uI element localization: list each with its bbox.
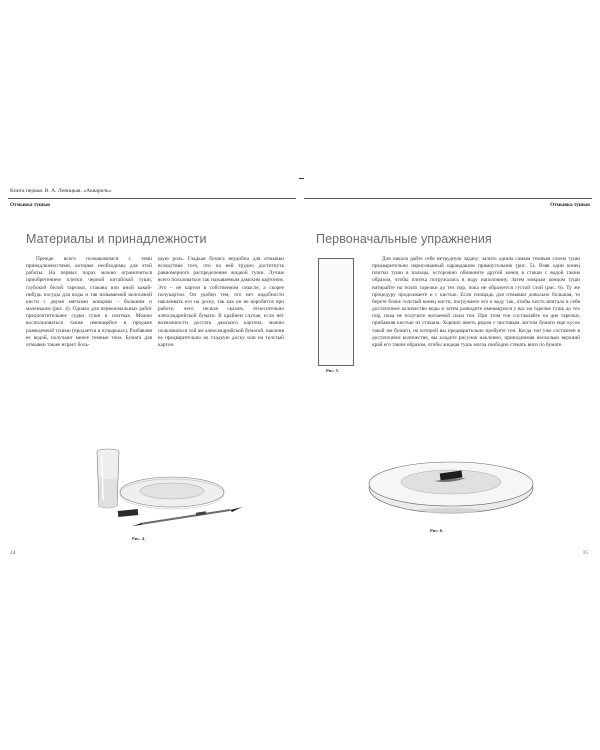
plate-illustration [120,477,224,509]
page-number: 14 [10,550,16,556]
left-page [8,180,296,558]
brush-illustration [132,507,242,526]
figure-caption: Рис. 6. [430,528,444,533]
figure-caption: Рис. 5. [326,368,340,373]
body-column-2 [158,256,284,349]
running-head: Книга первая. В. А. Левицкая. «Акварель» [10,188,112,194]
running-head-rule [304,198,592,199]
rectangle-figure [318,258,354,366]
right-page [304,180,592,558]
body-column [372,256,580,349]
figure-caption: Рис. 4. [132,536,146,541]
page-title: Материалы и принадлежности [26,232,207,246]
page-number: 15 [582,550,588,556]
body-paragraph: Прежде всего познакомимся с теми принадлежностями, которые необходимы для этой работы. На первых порах можно ограничиться приобретением плитки черной китайской туши, глубокой белой тарелки, стакана или иной какой-нибудь посуды для воды и так называемой волосяной кисти с двумя мягкими концами – большим и маленьким (рис. 4). Однако для первоначальных работ предпочтительнее судки туши в плитках. Можно воспользоваться также имеющейся в продаже разведенной тушью (продается в пузырьках). Разбавляя ее водой, получают менее темные тона. Бумага для отмывки также играет боль- [26,256,152,348]
tools-illustration [80,448,250,534]
glass-illustration [97,449,119,508]
page-title: Первоначальные упражнения [316,232,492,246]
center-crop-mark [299,178,304,179]
section-label: Отмывка тушью [10,202,50,208]
plate-ink-illustration [366,448,536,528]
running-head-rule [8,198,296,199]
section-label: Отмывка тушью [550,202,590,208]
body-paragraph: Для начала дайте себе нетрудную задачу: залить одним самым темным слоем туши предварительно нарисованный карандашом прямоугольник (рис. 5). Взяв один конец плитки туши в пальцы, осторожно обмакните другой конец в стакан с водой таким образом, чтобы плитка погружалась в воду наполовину. Затем мокрым концом туши натирайте на полях тарелки до тех пор, пока не образуется густой слой (рис. 6). Ту же процедуру продолжаете и с кистью. Если площадь для отмывки довольно большая, то берете более толстый конец кисти, погружаете его в воду так, чтобы кисть впитала в себя достаточное количество воды и затем разводите имеющуюся у вас на тарелке тушь до тех пор, пока не получите желаемой силы тон. При этом тон составляйте на дне тарелки, прибавляя кистью из стакана. Хорошо иметь рядом с чистовым листом бумаги еще кусок такой же бумаги, на которой вы предварительно пробуете тон. Когда тон уже составлен в достаточном количестве, вы кладете рисунок наклонно, приподнимая несколько верхний край его таким образом, чтобы жидкая тушь могла свободно стекать вниз по бумаге. [372,256,580,348]
ink-stick-illustration [118,509,139,517]
body-paragraph: шую роль. Гладкая бумага неудобна для отмывки вследствие того, что на ней трудно достигнуть равномерного распределения жидкой туши. Лучше всего пользоваться так называемым дамским картоном. Это – не картон в собственном смысле, а скорее полукартон. Он удобен тем, что нет надобности наклеивать его на доску, так как он не коробится при работе, чего нельзя сказать относительно александрийской бумаги. В крайнем случае, если нет возможности достать дамского картона, можно пользоваться той же александрийской бумагой, наклеив ее предварительно на гладкую доску или на толстый картон. [158,256,284,348]
body-column-1 [26,256,152,349]
